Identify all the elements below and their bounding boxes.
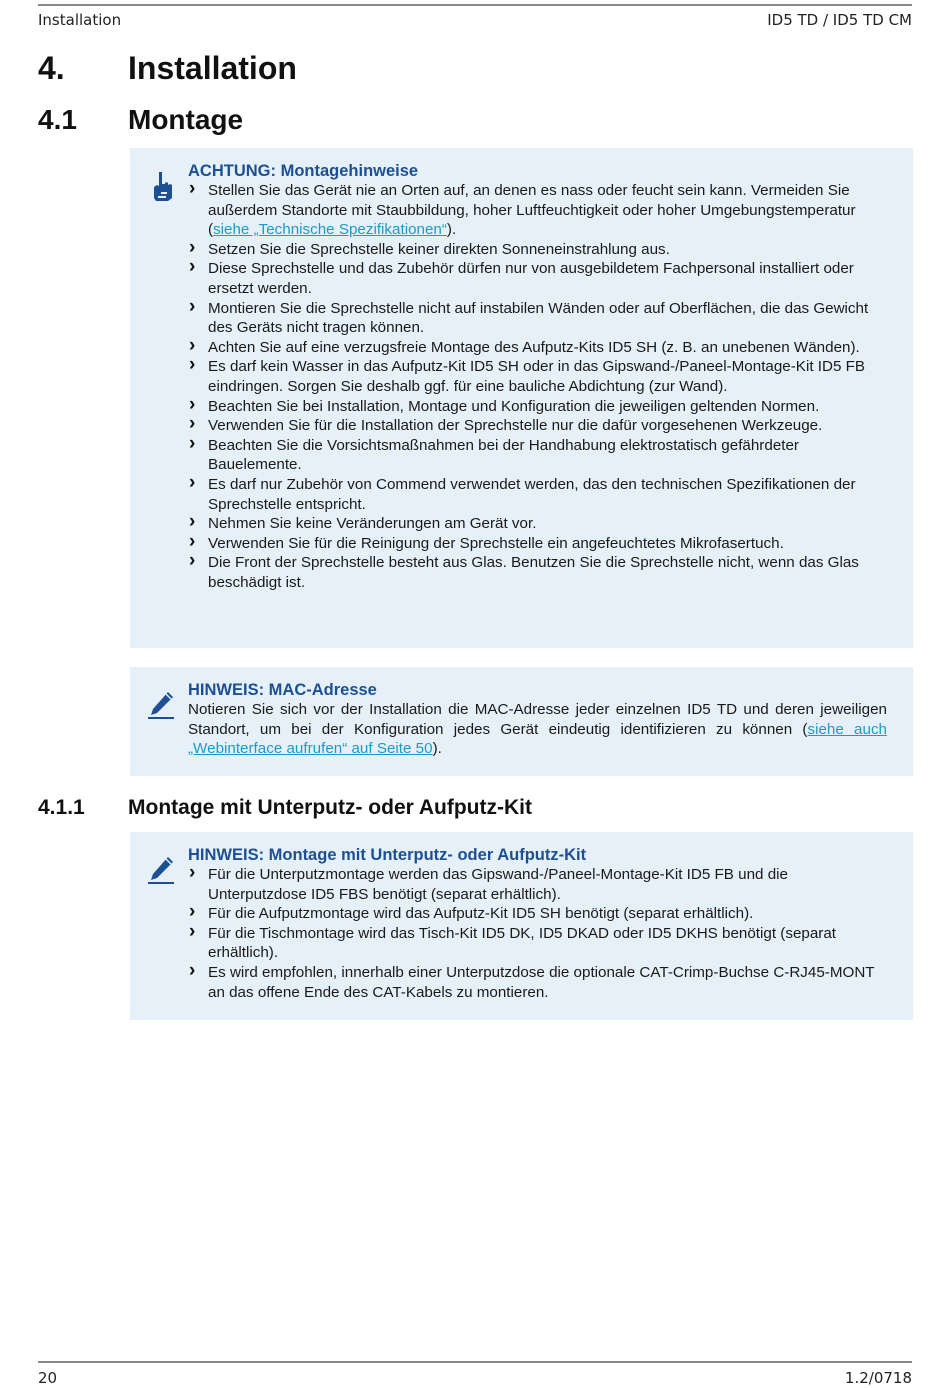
pencil-note-icon [146, 854, 176, 886]
list-item: › Es darf nur Zubehör von Commend verwendet werden, das den technischen Spezifikationen der Sprechstelle entspricht. [188, 475, 887, 514]
link-webinterface[interactable]: siehe auch „Webinterface aufrufen“ auf Seite 50 [188, 720, 887, 758]
warning-list [188, 181, 887, 592]
page-number: 20 [38, 1369, 58, 1387]
list-item: › Verwenden Sie für die Reinigung der Sprechstelle ein angefeuchtetes Mikrofasertuch. [188, 534, 887, 554]
list-item: › Beachten Sie bei Installation, Montage und Konfiguration die jeweiligen geltenden Normen. [188, 397, 887, 417]
mac-note-title: HINWEIS: MAC-Adresse [188, 681, 377, 699]
list-item: › Für die Unterputzmontage werden das Gipswand-/Paneel-Montage-Kit ID5 FB und die Unterputzdose ID5 FBS benötigt (separat erhältlich). [188, 865, 887, 904]
warning-title: ACHTUNG: Montagehinweise [188, 162, 419, 180]
subsection-number: 4.1.1 [38, 796, 85, 819]
chapter-title [38, 48, 297, 88]
mounting-note-title: HINWEIS: Montage mit Unterputz- oder Aufputz-Kit [188, 846, 587, 864]
list-item: › Die Front der Sprechstelle besteht aus Glas. Benutzen Sie die Sprechstelle nicht, wenn das Glas beschädigt ist. [188, 553, 887, 592]
list-item: › Beachten Sie die Vorsichtsmaßnahmen bei der Handhabung elektrostatisch gefährdeter Bauelemente. [188, 436, 887, 475]
list-item: › Setzen Sie die Sprechstelle keiner direkten Sonneneinstrahlung aus. [188, 240, 887, 260]
document-version: 1.2/0718 [844, 1369, 912, 1387]
list-item: › Es darf kein Wasser in das Aufputz-Kit ID5 SH oder in das Gipswand-/Paneel-Montage-Kit ID5 FB eindringen. Sorgen Sie deshalb ggf. für eine bauliche Abdichtung (zur Wand). [188, 357, 887, 396]
list-item: › Nehmen Sie keine Veränderungen am Gerät vor. [188, 514, 887, 534]
section-number: 4.1 [38, 104, 77, 135]
list-item: › Stellen Sie das Gerät nie an Orten auf, an denen es nass oder feucht sein kann. Vermeiden Sie außerdem Standorte mit Staubbildung, hoher Luftfeuchtigkeit oder hoher Umgebungstemperatur (siehe „Technische Spezifikationen“). [188, 181, 887, 240]
list-item: › Es wird empfohlen, innerhalb einer Unterputzdose die optionale CAT-Crimp-Buchse C-RJ45-MONT an das offene Ende des CAT-Kabels zu montieren. [188, 963, 887, 1002]
page-header [38, 4, 912, 29]
warning-hand-icon [146, 170, 176, 202]
header-product: ID5 TD / ID5 TD CM [767, 11, 912, 29]
section-title-text: Montage [128, 104, 244, 135]
list-item: › Montieren Sie die Sprechstelle nicht auf instabilen Wänden oder auf Oberflächen, die das Gewicht des Geräts nicht tragen können. [188, 299, 887, 338]
header-section: Installation [38, 11, 122, 29]
section-title [38, 102, 243, 138]
subsection-title [38, 794, 532, 822]
mounting-note-list [188, 865, 887, 1002]
subsection-title-text: Montage mit Unterputz- oder Aufputz-Kit [128, 796, 532, 819]
list-item: › Achten Sie auf eine verzugsfreie Montage des Aufputz-Kits ID5 SH (z. B. an unebenen Wänden). [188, 338, 887, 358]
pencil-note-icon [146, 689, 176, 721]
page-footer [38, 1361, 912, 1387]
list-item: › Diese Sprechstelle und das Zubehör dürfen nur von ausgebildetem Fachpersonal installiert oder ersetzt werden. [188, 259, 887, 298]
chapter-title-text: Installation [128, 50, 297, 86]
mounting-note-box [130, 832, 913, 1020]
warning-box [130, 148, 913, 648]
mac-note-text: Notieren Sie sich vor der Installation die MAC-Adresse jeder einzelnen ID5 TD und deren jeweiligen Standort, um bei der Konfiguration jedes Gerät eindeutig identifizieren zu können (siehe auch „Webinterface aufrufen“ auf Seite 50). [188, 701, 887, 758]
chapter-number: 4. [38, 50, 65, 86]
list-item: › Für die Aufputzmontage wird das Aufputz-Kit ID5 SH benötigt (separat erhältlich). [188, 904, 887, 924]
list-item: › Verwenden Sie für die Installation der Sprechstelle nur die dafür vorgesehenen Werkzeuge. [188, 416, 887, 436]
list-item: › Für die Tischmontage wird das Tisch-Kit ID5 DK, ID5 DKAD oder ID5 DKHS benötigt (separat erhältlich). [188, 924, 887, 963]
mac-note-box [130, 667, 913, 776]
link-technical-specs[interactable]: siehe „Technische Spezifikationen“ [213, 221, 447, 239]
